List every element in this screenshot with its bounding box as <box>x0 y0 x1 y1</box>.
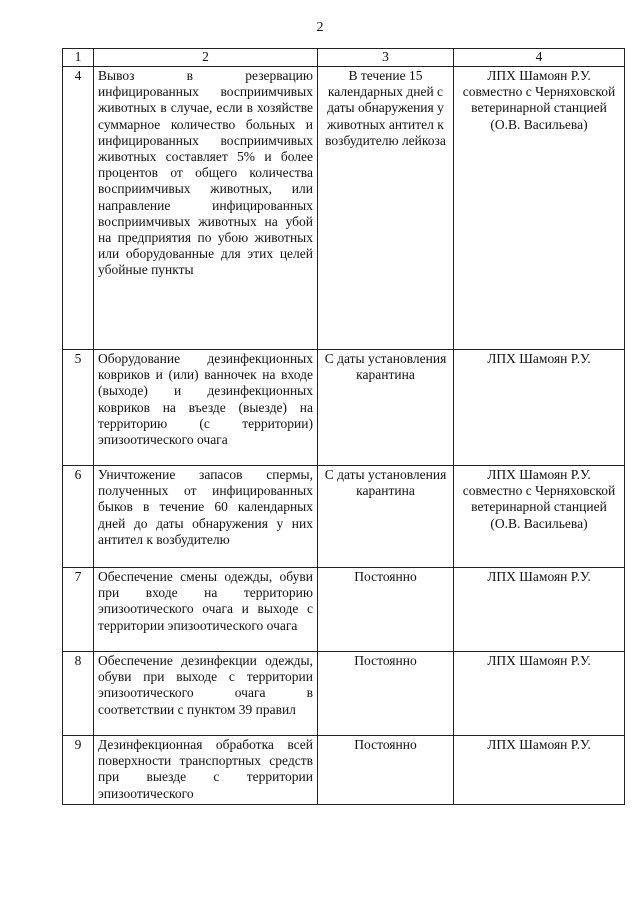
column-header-2: 2 <box>94 49 318 67</box>
table-row <box>63 350 625 466</box>
row-number: 9 <box>63 736 94 805</box>
table-row <box>63 466 625 568</box>
measure-term: С даты установления карантина <box>318 350 454 466</box>
column-header-3: 3 <box>318 49 454 67</box>
row-number: 6 <box>63 466 94 568</box>
measure-description: Уничтожение запасов спермы, полученных от инфицированных быков в течение 60 календарных дней до даты обнаружения у них антител к возбудителю <box>94 466 318 568</box>
measure-term: Постоянно <box>318 568 454 652</box>
column-header-1: 1 <box>63 49 94 67</box>
table-header-row <box>63 49 625 67</box>
measure-responsible: ЛПХ Шамоян Р.У. совместно с Черняховской ветеринарной станцией (О.В. Васильева) <box>454 466 625 568</box>
measure-responsible: ЛПХ Шамоян Р.У. <box>454 736 625 805</box>
measure-term: Постоянно <box>318 736 454 805</box>
page-number: 2 <box>316 20 324 35</box>
table-row <box>63 652 625 736</box>
row-number: 8 <box>63 652 94 736</box>
measure-description: Вывоз в резервацию инфицированных восприимчивых животных в случае, если в хозяйстве суммарное количество больных и инфицированных восприимчивых животных составляет 5% и более процентов от общего количества восприимчивых животных, или направление инфицированных восприимчивых животных на убой на предприятия по убою животных или оборудованные для этих целей убойные пункты <box>94 67 318 350</box>
column-header-4: 4 <box>454 49 625 67</box>
measure-responsible: ЛПХ Шамоян Р.У. <box>454 350 625 466</box>
measure-description: Обеспечение дезинфекции одежды, обуви при выходе с территории эпизоотического очага в соответствии с пунктом 39 правил <box>94 652 318 736</box>
measure-responsible: ЛПХ Шамоян Р.У. <box>454 568 625 652</box>
measure-description: Дезинфекционная обработка всей поверхности транспортных средств при выезде с территории эпизоотического <box>94 736 318 805</box>
row-number: 5 <box>63 350 94 466</box>
measure-term: С даты установления карантина <box>318 466 454 568</box>
measures-table <box>62 48 625 805</box>
measure-term: В течение 15 календарных дней с даты обнаружения у животных антител к возбудителю лейкоза <box>318 67 454 350</box>
table-row <box>63 67 625 350</box>
row-number: 7 <box>63 568 94 652</box>
table-row <box>63 736 625 805</box>
measure-description: Обеспечение смены одежды, обуви при входе на территорию эпизоотического очага и выходе с территории эпизоотического очага <box>94 568 318 652</box>
measure-description: Оборудование дезинфекционных ковриков и (или) ванночек на входе (выходе) и дезинфекционных ковриков на въезде (выезде) на территорию (с территории) эпизоотического очага <box>94 350 318 466</box>
table-row <box>63 568 625 652</box>
measure-term: Постоянно <box>318 652 454 736</box>
measure-responsible: ЛПХ Шамоян Р.У. <box>454 652 625 736</box>
measure-responsible: ЛПХ Шамоян Р.У. совместно с Черняховской ветеринарной станцией (О.В. Васильева) <box>454 67 625 350</box>
row-number: 4 <box>63 67 94 350</box>
